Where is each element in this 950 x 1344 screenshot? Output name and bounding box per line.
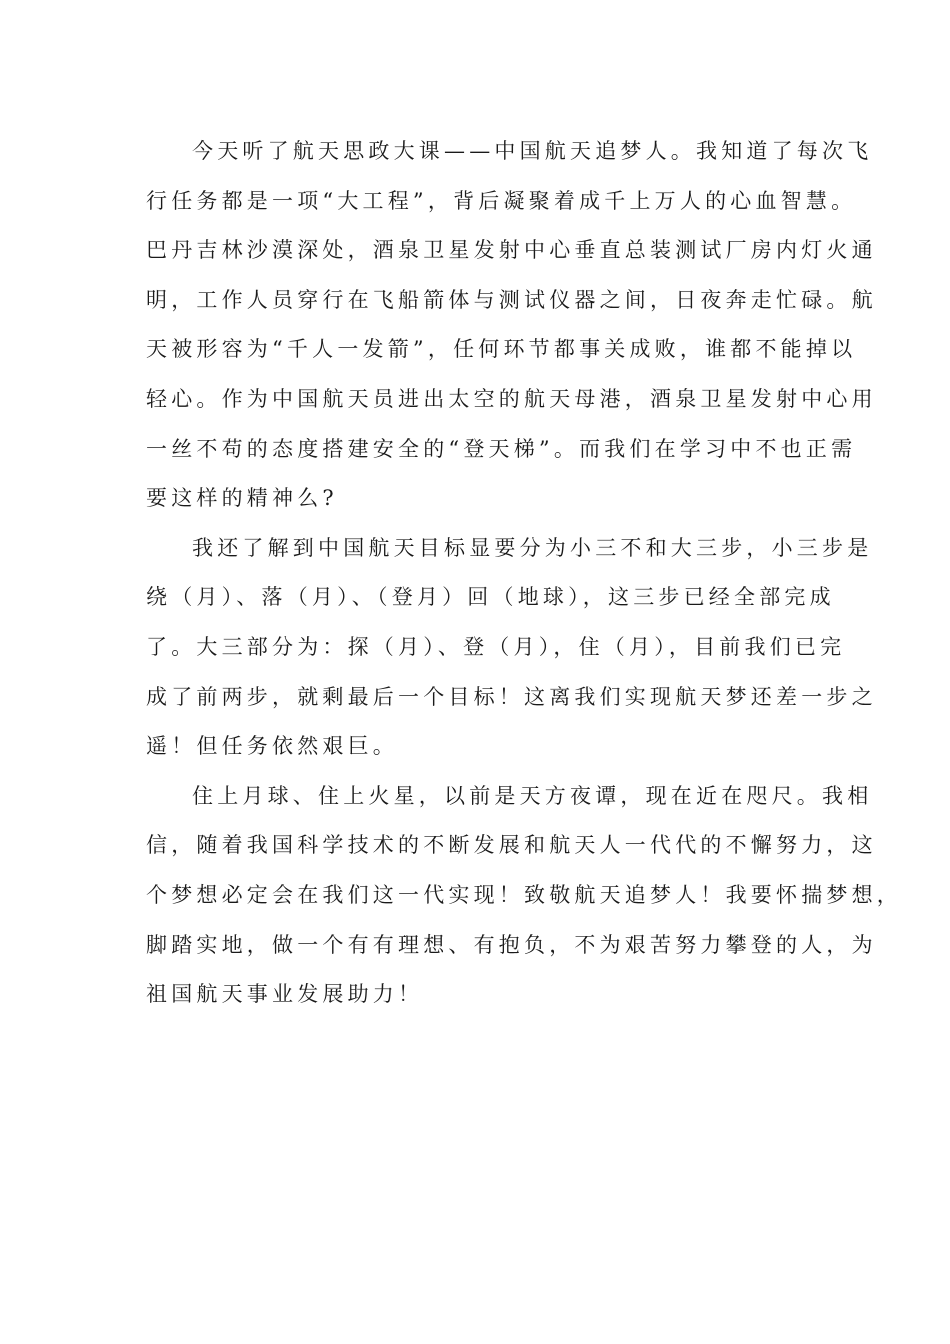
paragraph-line: 个梦想必定会在我们这一代实现！致敬航天追梦人！我要怀揣梦想，	[146, 882, 902, 907]
paragraph-line: 行任务都是一项“大工程”，背后凝聚着成千上万人的心血智慧。	[146, 188, 857, 213]
paragraph-1	[146, 127, 877, 524]
paragraph-line: 信，随着我国科学技术的不断发展和航天人一代代的不懈努力，这	[146, 833, 877, 858]
paragraph-line: 我还了解到中国航天目标显要分为小三不和大三步，小三步是	[192, 535, 873, 560]
paragraph-line: 成了前两步，就剩最后一个目标！这离我们实现航天梦还差一步之	[146, 684, 877, 709]
paragraph-line: 巴丹吉林沙漠深处，酒泉卫星发射中心垂直总装测试厂房内灯火通	[146, 238, 877, 263]
paragraph-line: 遥！但任务依然艰巨。	[146, 734, 398, 759]
paragraph-line: 绕（月）、落（月）、（登月）回（地球），这三步已经全部完成	[146, 585, 835, 610]
paragraph-line: 明，工作人员穿行在飞船箭体与测试仪器之间，日夜奔走忙碌。航	[146, 287, 877, 312]
paragraph-line: 天被形容为“千人一发箭”，任何环节都事关成败，谁都不能掉以	[146, 337, 857, 362]
paragraph-2	[146, 524, 877, 772]
paragraph-line: 祖国航天事业发展助力！	[146, 982, 424, 1007]
paragraph-line: 住上月球、住上火星，以前是天方夜谭，现在近在咫尺。我相	[192, 783, 873, 808]
paragraph-line: 轻心。作为中国航天员进出太空的航天母港，酒泉卫星发射中心用	[146, 386, 877, 411]
paragraph-line: 了。大三部分为：探（月）、登（月），住（月），目前我们已完	[146, 634, 846, 659]
paragraph-line: 要这样的精神么?	[146, 486, 338, 511]
paragraph-line: 一丝不苟的态度搭建安全的“登天梯”。而我们在学习中不也正需	[146, 436, 857, 461]
paragraph-3	[146, 772, 902, 1020]
paragraph-line: 脚踏实地，做一个有有理想、有抱负，不为艰苦努力攀登的人，为	[146, 932, 877, 957]
document-body	[146, 127, 902, 1020]
paragraph-line: 今天听了航天思政大课——中国航天追梦人。我知道了每次飞	[192, 139, 873, 163]
